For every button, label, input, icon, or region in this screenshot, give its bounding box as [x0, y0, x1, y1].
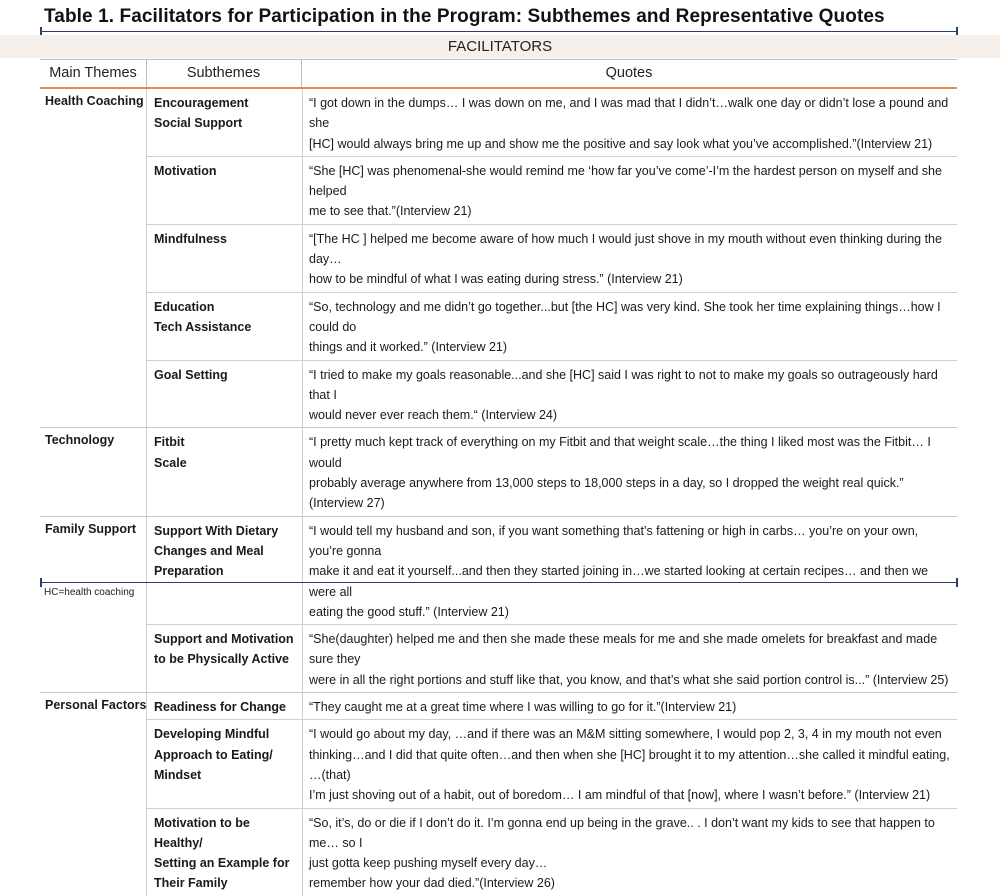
table-header	[40, 59, 957, 89]
table-row	[146, 360, 957, 428]
table-row	[146, 808, 957, 896]
quote: “They caught me at a great time where I was willing to go for it.”(Interview 21)	[302, 693, 957, 719]
subtheme: Support and Motivation to be Physically Active	[154, 632, 294, 667]
subtheme: Mindfulness	[154, 231, 227, 246]
quote: “She [HC] was phenomenal-she would remind me ‘how far you’ve come’-I’m the hardest person on myself and she helped me to see that.”(Interview 21)	[302, 157, 957, 224]
subtheme: Goal Setting	[154, 367, 228, 382]
bottom-rule	[40, 582, 958, 583]
table-row	[146, 428, 957, 515]
table-row	[146, 89, 957, 156]
quote: “[The HC ] helped me become aware of how much I would just shove in my mouth without even thinking during the day… how to be mindful of what I was eating during stress.” (Interview 21)	[302, 225, 957, 292]
subtheme: Encouragement Social Support	[154, 96, 249, 131]
subtheme: Developing Mindful Approach to Eating/ Mindset	[154, 727, 273, 782]
subtheme: Readiness for Change	[154, 700, 286, 715]
top-rule	[40, 31, 958, 32]
subtheme: Support With Dietary Changes and Meal Preparation	[154, 523, 279, 579]
footnote: HC=health coaching	[44, 587, 135, 598]
table-row	[146, 719, 957, 807]
quote: “She(daughter) helped me and then she made these meals for me and she made omelets for breakfast and made sure they were in all the right portions and stuff like that, you know, and that’s what she said portion control is...” (Interview 25)	[302, 625, 957, 692]
subtheme: Fitbit Scale	[154, 435, 187, 470]
main-theme: Personal Factors	[45, 698, 147, 713]
table-row	[146, 624, 957, 692]
header-subthemes: Subthemes	[186, 65, 261, 81]
facilitators-label: FACILITATORS	[447, 38, 553, 55]
table-row	[146, 517, 957, 624]
main-theme: Technology	[45, 433, 115, 448]
section-family-support	[40, 517, 957, 693]
quote: “I pretty much kept track of everything on my Fitbit and that weight scale…the thing I liked most was the Fitbit… I would probably average anywhere from 13,000 steps to 18,000 steps in a day, so I dropped the weight real quick.” (Interview 27)	[302, 428, 957, 515]
quote: “So, technology and me didn’t go together...but [the HC] was very kind. She took her time explaining things…how I could do things and it worked.” (Interview 21)	[302, 293, 957, 360]
quote: “I got down in the dumps… I was down on me, and I was mad that I didn’t…walk one day or didn’t lose a pound and she [HC] would always bring me up and show me the positive and say look what you’ve accomplished.”(Interview 21)	[302, 89, 957, 156]
header-main-themes: Main Themes	[49, 65, 137, 81]
header-quotes: Quotes	[605, 65, 653, 81]
table-row	[146, 292, 957, 360]
table-row	[146, 156, 957, 224]
main-theme: Health Coaching	[45, 94, 144, 108]
section-health-coaching	[40, 89, 957, 428]
table-row	[146, 693, 957, 719]
table-row	[146, 224, 957, 292]
quote: “So, it’s, do or die if I don’t do it. I’m gonna end up being in the grave.. . I don’t want my kids to see that happen to me… so I just gotta keep pushing myself every day… remember how your dad died.”(Interview 26)	[302, 809, 957, 896]
table-title: Table 1. Facilitators for Participation in the Program: Subthemes and Representative Quotes	[44, 6, 885, 27]
facilitators-table	[40, 59, 957, 896]
subtheme: Motivation	[154, 163, 217, 178]
section-personal-factors	[40, 693, 957, 896]
subtheme: Motivation to be Healthy/ Setting an Example for Their Family	[154, 815, 290, 891]
subtheme: Education Tech Assistance	[154, 299, 252, 334]
quote: “I would go about my day, …and if there was an M&M sitting somewhere, I would pop 2, 3, 4 in my mouth not even thinking…and I did that quite often…and then when she [HC] brought it to my attention…she called it mindful eating, …(that) I’m just shoving out of a habit, out of boredom… I am mindful of that [now], where I wasn’t before.” (Interview 21)	[302, 720, 957, 807]
section-technology	[40, 428, 957, 516]
quote: “I would tell my husband and son, if you want something that’s fattening or high in carbs… you’re on your own, you’re gonna make it and eat it yourself...and then they started joining in…we started looking at certain recipes… and then we were all eating the good stuff.” (Interview 21)	[302, 517, 957, 624]
quote: “I tried to make my goals reasonable...and she [HC] said I was right to not to make my goals so outrageously hard that I would never ever reach them.“ (Interview 24)	[302, 361, 957, 428]
main-theme: Family Support	[45, 521, 136, 536]
